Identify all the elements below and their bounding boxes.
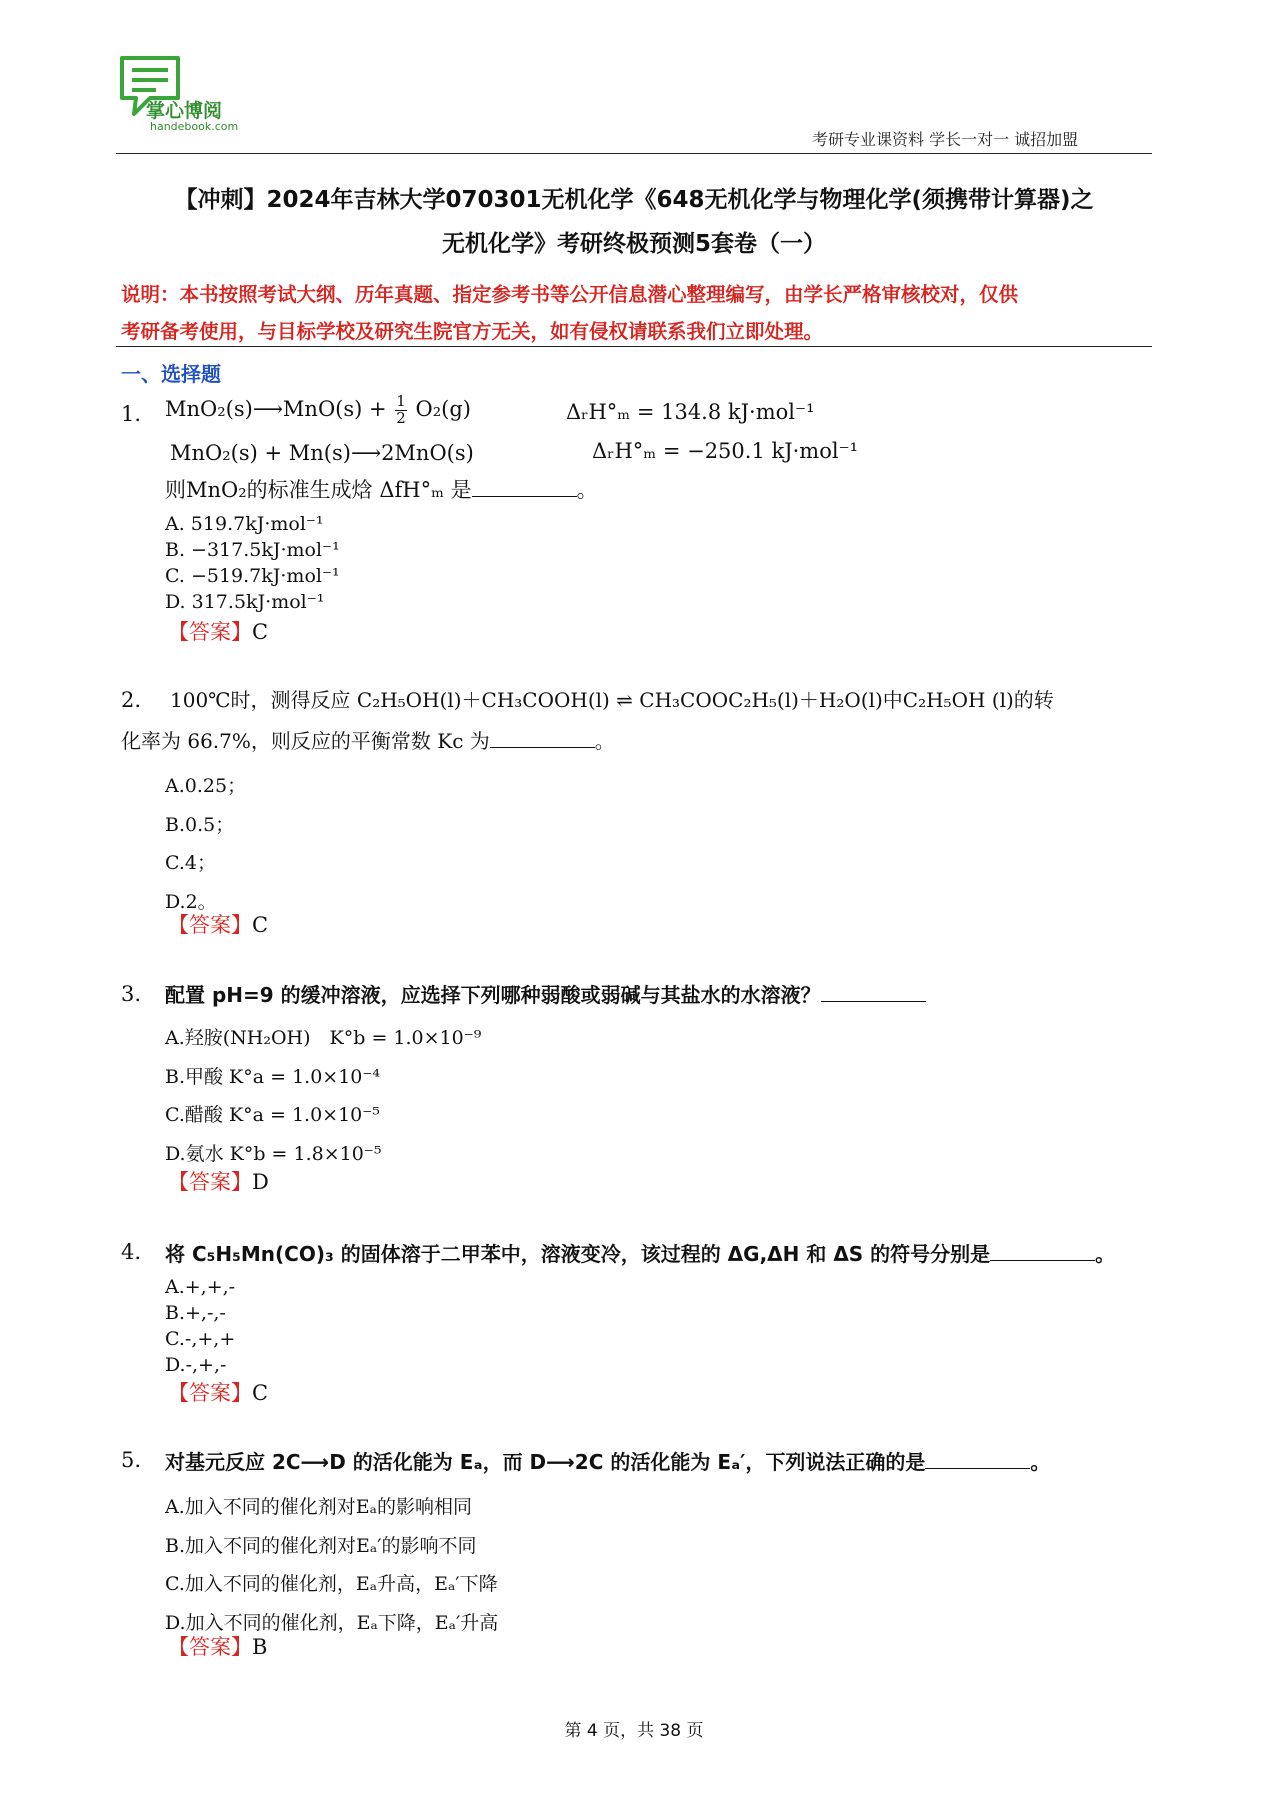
- question-1-reaction-1: [165, 394, 471, 427]
- answer-blank: [821, 983, 926, 1002]
- option-b: B.+,-,-: [165, 1302, 226, 1324]
- question-4-prompt: 将 C₅H₅Mn(CO)₃ 的固体溶于二甲苯中，溶液变冷，该过程的 ΔG,ΔH 和 ΔS 的符号分别是 。: [165, 1242, 1116, 1266]
- answer-blank: [490, 729, 595, 748]
- question-2-answer: [168, 915, 268, 936]
- section-heading: 一、选择题: [121, 362, 221, 386]
- answer-blank: [472, 478, 577, 497]
- question-4-answer: [168, 1383, 268, 1404]
- option-b: B. −317.5kJ·mol⁻¹: [165, 539, 340, 561]
- answer-blank: [990, 1242, 1095, 1261]
- answer-label: 【答案】: [168, 1170, 252, 1194]
- option-c: C.4；: [165, 852, 216, 874]
- question-1-enthalpy-2: ΔᵣH°ₘ = −250.1 kJ·mol⁻¹: [592, 439, 859, 463]
- option-b: B.甲酸 K°a = 1.0×10⁻⁴: [165, 1065, 381, 1088]
- option-c: C. −519.7kJ·mol⁻¹: [165, 565, 340, 587]
- question-2-line-1: 100℃时，测得反应 C₂H₅OH(l)＋CH₃COOH(l) ⇌ CH₃COOC₂H₅(l)＋H₂O(l)中C₂H₅OH (l)的转: [170, 688, 1054, 712]
- disclaimer-notice: [121, 276, 1018, 350]
- header-tagline: 考研专业课资料 学长一对一 诚招加盟: [812, 130, 1079, 149]
- notice-line-2: 考研备考使用，与目标学校及研究生院官方无关，如有侵权请联系我们立即处理。: [121, 320, 824, 343]
- question-1-options: [165, 511, 340, 615]
- option-d: D. 317.5kJ·mol⁻¹: [165, 591, 325, 613]
- question-2-line-2: 化率为 66.7%，则反应的平衡常数 Kc 为 。: [121, 729, 615, 753]
- question-1-number: 1.: [121, 402, 142, 426]
- question-3-options: [165, 1019, 481, 1173]
- option-a: A.0.25；: [165, 775, 247, 797]
- question-5-answer: [168, 1637, 267, 1658]
- option-b: B.加入不同的催化剂对Eₐ′的影响不同: [165, 1534, 477, 1557]
- logo-text: 掌心博阅: [146, 100, 223, 122]
- option-c: C.醋酸 K°a = 1.0×10⁻⁵: [165, 1104, 380, 1126]
- page-title: [116, 178, 1152, 266]
- answer-value: C: [252, 913, 269, 937]
- question-4-options: [165, 1274, 235, 1378]
- option-a: A.+,+,-: [165, 1276, 236, 1298]
- question-1-answer: [168, 622, 268, 643]
- answer-value: B: [252, 1635, 268, 1659]
- option-d: D.加入不同的催化剂，Eₐ下降，Eₐ′升高: [165, 1611, 499, 1634]
- question-4-number: 4.: [121, 1240, 142, 1264]
- page-footer: 第 4 页，共 38 页: [564, 1721, 704, 1741]
- question-3-prompt: 配置 pH=9 的缓冲溶液，应选择下列哪种弱酸或弱碱与其盐水的水溶液？: [165, 983, 926, 1005]
- answer-blank: [925, 1450, 1030, 1469]
- question-5-options: [165, 1488, 498, 1642]
- option-a: A. 519.7kJ·mol⁻¹: [165, 513, 324, 535]
- answer-label: 【答案】: [168, 1381, 252, 1405]
- title-line-2: 无机化学》考研终极预测5套卷（一）: [441, 231, 826, 257]
- option-d: D.氨水 K°b = 1.8×10⁻⁵: [165, 1142, 382, 1165]
- answer-value: D: [252, 1170, 269, 1194]
- question-1-enthalpy-1: ΔᵣH°ₘ = 134.8 kJ·mol⁻¹: [566, 400, 815, 424]
- question-2-number: 2.: [121, 688, 142, 712]
- option-b: B.0.5；: [165, 813, 235, 836]
- answer-label: 【答案】: [168, 913, 252, 937]
- logo: [116, 54, 276, 134]
- logo-url: handebook.com: [150, 120, 239, 133]
- fraction-one-half: $\frac{1}{2}$: [396, 392, 406, 427]
- title-line-1: 【冲刺】2024年吉林大学070301无机化学《648无机化学与物理化学(须携带计算器)之: [174, 187, 1094, 213]
- option-d: D.2。: [165, 890, 217, 913]
- question-5-number: 5.: [121, 1448, 142, 1472]
- header-rule: [116, 153, 1152, 154]
- question-1-prompt: 则MnO₂的标准生成焓 ΔfH°ₘ 是 。: [165, 478, 598, 502]
- notice-line-1: 说明：本书按照考试大纲、历年真题、指定参考书等公开信息潜心整理编写，由学长严格审核校对，仅供: [121, 283, 1019, 306]
- question-1-reaction-2: MnO₂(s) + Mn(s)⟶2MnO(s): [170, 441, 474, 465]
- notice-rule: [116, 346, 1152, 347]
- option-a: A.加入不同的催化剂对Eₐ的影响相同: [165, 1496, 472, 1518]
- question-2-options: [165, 767, 246, 921]
- option-a: A.羟胺(NH₂OH) K°b = 1.0×10⁻⁹: [165, 1027, 482, 1049]
- answer-value: C: [252, 620, 269, 644]
- answer-label: 【答案】: [168, 620, 252, 644]
- question-3-answer: [168, 1172, 269, 1193]
- reaction-1-right: O₂(g): [415, 396, 471, 421]
- option-c: C.-,+,+: [165, 1328, 236, 1350]
- answer-label: 【答案】: [168, 1635, 252, 1659]
- option-d: D.-,+,-: [165, 1354, 227, 1376]
- question-3-number: 3.: [121, 982, 142, 1006]
- question-5-prompt: 对基元反应 2C⟶D 的活化能为 Eₐ，而 D⟶2C 的活化能为 Eₐ′，下列说法正确的是 。: [165, 1450, 1051, 1474]
- answer-value: C: [252, 1381, 269, 1405]
- option-c: C.加入不同的催化剂，Eₐ升高，Eₐ′下降: [165, 1573, 498, 1595]
- reaction-1-left: MnO₂(s)⟶MnO(s) +: [165, 396, 387, 421]
